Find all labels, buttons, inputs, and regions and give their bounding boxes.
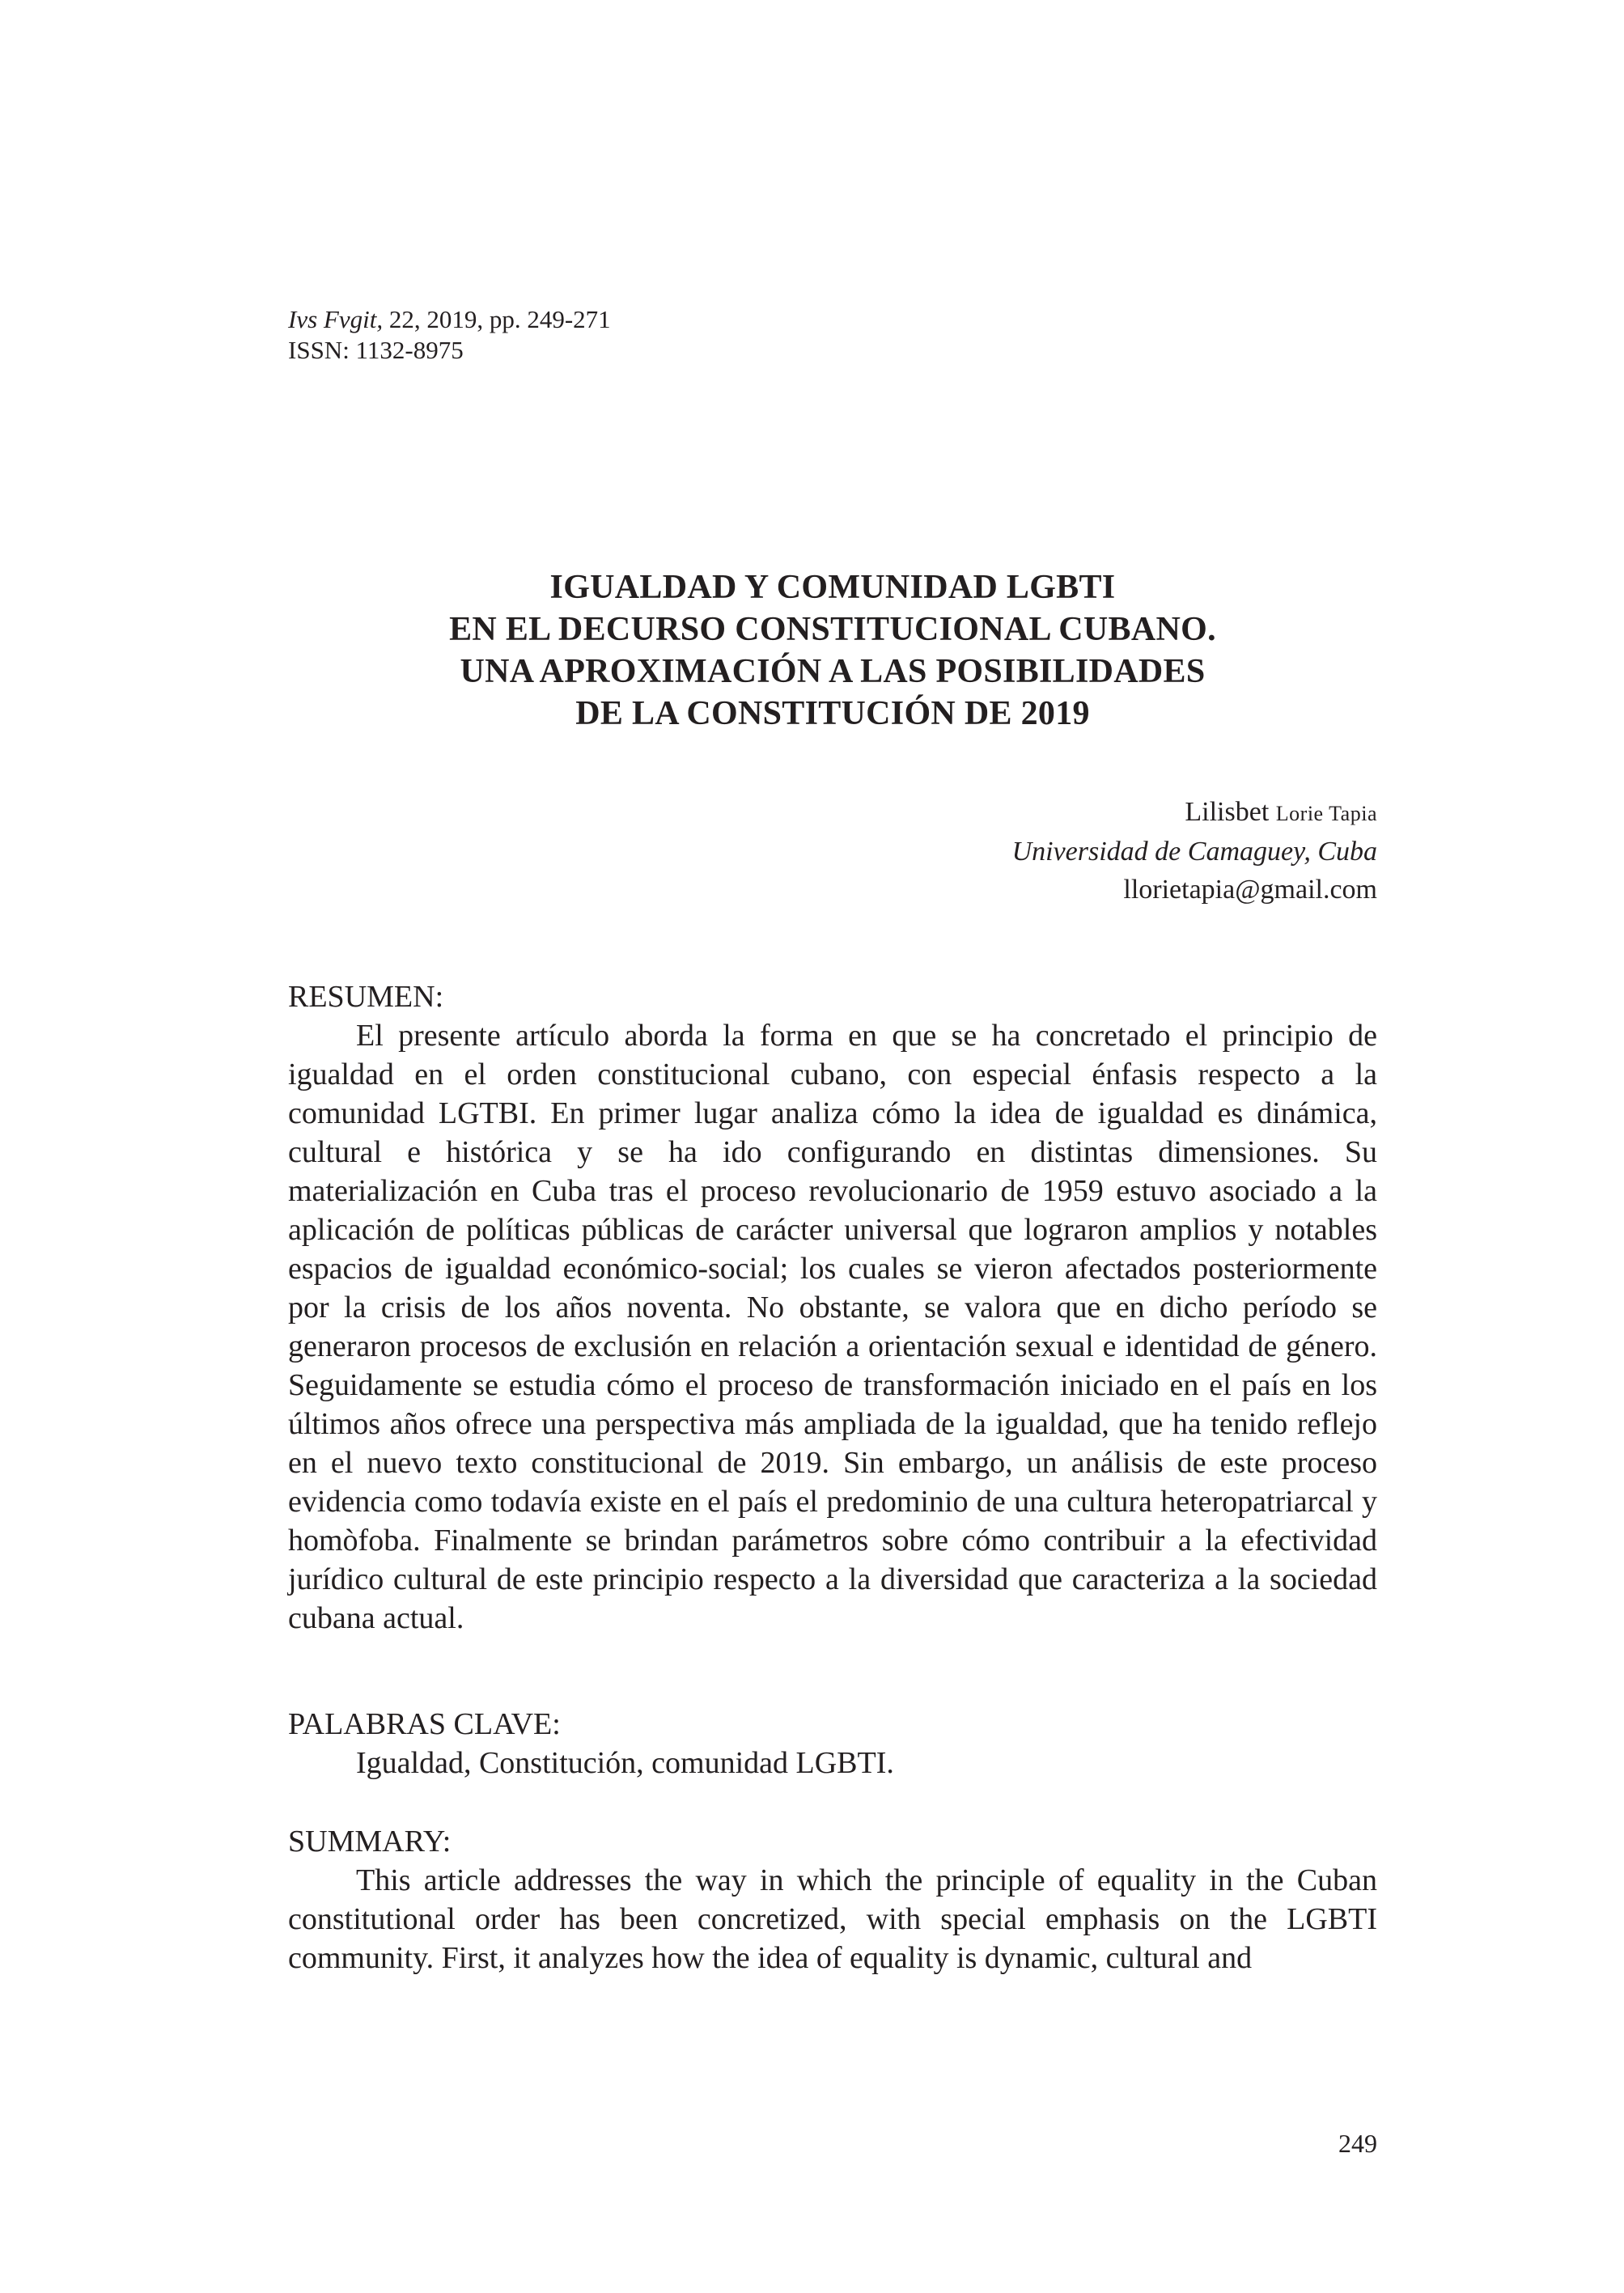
title-line: EN EL DECURSO CONSTITUCIONAL CUBANO. [449,611,1216,648]
summary-text: This article addresses the way in which the principle of equality in the Cuban constitutional order has been concretized, with special emphasis on the LGBTI community. First, it analyzes how the idea of equality is dynamic, cultural and [288,1863,1377,1975]
resumen-heading: RESUMEN: [288,980,444,1014]
journal-header [288,304,611,366]
palabras-clave-heading: PALABRAS CLAVE: [288,1707,561,1741]
title-line: DE LA CONSTITUCIÓN DE 2019 [575,695,1090,732]
author-affiliation: Universidad de Camaguey, Cuba [1011,837,1377,867]
journal-details: 22, 2019, pp. 249-271 [383,305,611,333]
author-name [1012,793,1377,833]
author-first-name: Lilisbet [1185,797,1276,827]
journal-name: Ivs Fvgit, [288,305,384,333]
title-line: IGUALDAD Y COMUNIDAD LGBTI [549,569,1116,606]
author-email: llorietapia@gmail.com [1123,875,1377,905]
palabras-clave-text: Igualdad, Constitución, comunidad LGBTI. [356,1746,894,1780]
summary-heading: SUMMARY: [288,1825,452,1859]
resumen-text: El presente artículo aborda la forma en que se ha concretado el principio de igualdad en el orden constitucional cubano, con especial énfasis respecto a la comunidad LGTBI. En primer lugar analiza cómo la idea de igualdad es dinámica, cultural e histórica y se ha ido configurando en distintas dimensiones. Su materialización en Cuba tras el proceso revolucionario de 1959 estuvo asociado a la aplicación de políticas públicas de carácter universal que lograron amplios y notables espacios de igualdad económico-social; los cuales se vieron afectados posteriormente por la crisis de los años noventa. No obstante, se valora que en dicho período se generaron procesos de exclusión en relación a orientación sexual e identidad de género. Seguidamente se estudia cómo el proceso de transformación iniciado en el país en los últimos años ofrece una perspectiva más ampliada de la igualdad, que ha tenido reflejo en el nuevo texto constitucional de 2019. Sin embargo, un análisis de este proceso evidencia como todavía existe en el país el predominio de una cultura heteropatriarcal y homòfoba. Finalmente se brindan parámetros sobre cómo contribuir a la efectividad jurídico cultural de este principio respecto a la diversidad que caracteriza a la sociedad cubana actual. [288,1019,1377,1635]
journal-citation [288,304,611,335]
page-number: 249 [1338,2129,1377,2158]
article-title [288,566,1377,735]
author-block [1012,793,1377,909]
author-surname: Lorie Tapia [1275,802,1377,825]
journal-issn: ISSN: 1132-8975 [288,336,464,364]
title-line: UNA APROXIMACIÓN A LAS POSIBILIDADES [460,653,1206,690]
